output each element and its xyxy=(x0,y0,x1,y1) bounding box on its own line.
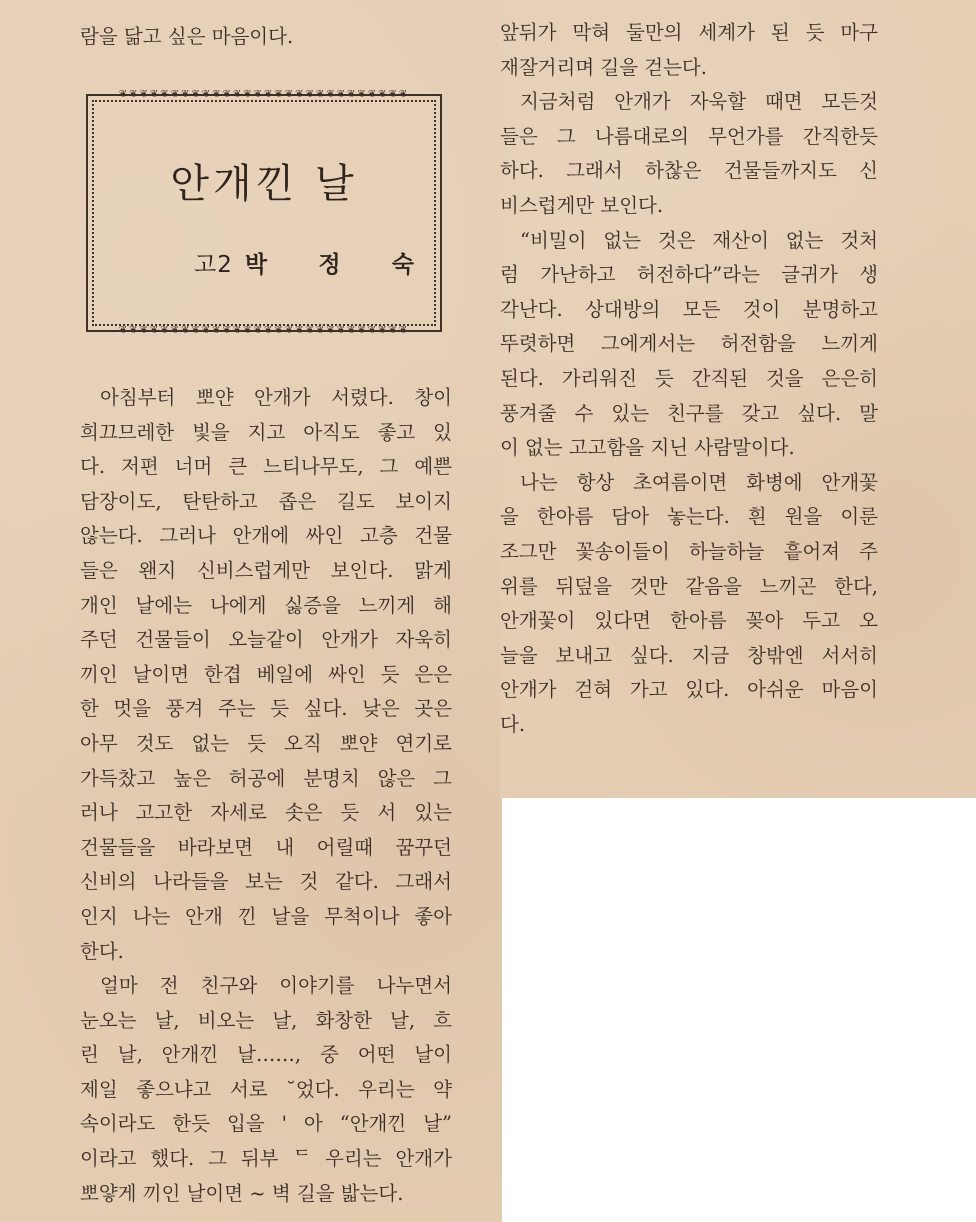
text-line: 건물들을 바라보면 내 어릴때 꿈꾸던 xyxy=(80,835,452,859)
text-line: 위를 뒤덮을 것만 같음을 느끼곤 한다, xyxy=(500,574,878,598)
text-line: 희끄므레한 빛을 지고 아직도 좋고 있 xyxy=(80,420,452,444)
byline-name-char: 정 xyxy=(318,252,341,278)
text-line: 신비의 나라들을 보는 것 같다. 그래서 xyxy=(80,870,452,894)
text-line: 앞뒤가 막혀 둘만의 세계가 된 듯 마구 xyxy=(500,21,878,44)
text-line: 아무 것도 없는 듯 오직 뽀얀 연기로 xyxy=(80,731,452,755)
text-line: 다. xyxy=(500,712,526,736)
text-line: 않는다. 그러나 안개에 싸인 고층 건물 xyxy=(80,524,452,548)
byline xyxy=(194,246,414,279)
article-title: 안개낀 날 xyxy=(170,161,358,207)
ornament-border-bottom: ❦❦❦❦❦❦❦❦❦❦❦❦❦❦❦❦❦❦❦❦❦❦❦❦❦❦❦❦ xyxy=(118,326,410,336)
text-line: 얼마 전 친구와 이야기를 나누면서 xyxy=(100,974,452,998)
ornament-border-top: ❦❦❦❦❦❦❦❦❦❦❦❦❦❦❦❦❦❦❦❦❦❦❦❦❦❦❦❦ xyxy=(118,90,410,100)
text-line: 이라고 했다. 그 뒤부 ᄃ 우리는 안개가 xyxy=(80,1147,452,1171)
text-line: 하다. 그래서 하찮은 건물들까지도 신 xyxy=(500,159,878,183)
text-line: 안개꽃이 있다면 한아름 꽂아 두고 오 xyxy=(500,609,878,633)
right-column xyxy=(500,16,878,742)
text-line: 각난다. 상대방의 모든 것이 분명하고 xyxy=(500,297,878,321)
text-line: 재잘거리며 길을 걷는다. xyxy=(500,55,707,79)
byline-name xyxy=(245,246,414,279)
text-line: 담장이도, 탄탄하고 좁은 길도 보이지 xyxy=(80,489,452,513)
text-line: 아침부터 뽀얀 안개가 서렸다. 창이 xyxy=(100,386,452,409)
text-line: 제일 좋으냐고 서로 ˘었다. 우리는 약 xyxy=(80,1077,452,1101)
text-line: 나는 항상 초여름이면 화병에 안개꽃 xyxy=(520,470,878,494)
text-line: 비스럽게만 보인다. xyxy=(500,193,664,217)
text-line: 인지 나는 안개 낀 날을 무척이나 좋아 xyxy=(80,904,452,928)
byline-name-char: 숙 xyxy=(391,252,414,278)
text-line: 눈오는 날, 비오는 날, 화창한 날, 흐 xyxy=(80,1008,452,1032)
text-line: 한 멋을 풍겨 주는 듯 싶다. 낮은 곳은 xyxy=(80,697,452,721)
text-line: 들은 그 나름대로의 무언가를 간직한듯 xyxy=(500,124,878,148)
text-line: 늘을 보내고 싶다. 지금 창밖엔 서서히 xyxy=(500,643,878,667)
text-line: 된다. 가리워진 듯 간직된 것을 은은히 xyxy=(500,366,878,390)
text-line: 이 없는 고고함을 지닌 사람말이다. xyxy=(500,436,795,460)
text-line: 속이라도 한듯 입을 ' 아 “안개낀 날” xyxy=(80,1112,452,1136)
text-line: 들은 왠지 신비스럽게만 보인다. 맑게 xyxy=(80,558,452,582)
text-line: 러나 고고한 자세로 솟은 듯 서 있는 xyxy=(80,801,452,825)
text-line: 럼 가난하고 허전하다”라는 글귀가 생 xyxy=(500,263,878,287)
text-line: 개인 날에는 나에게 싫증을 느끼게 해 xyxy=(80,593,452,617)
text-line: 다. 저편 너머 큰 느티나무도, 그 예쁜 xyxy=(80,455,452,479)
text-line: “비밀이 없는 것은 재산이 없는 것처 xyxy=(520,228,878,252)
text-line: 조그만 꽃송이들이 하늘하늘 흩어져 주 xyxy=(500,539,878,563)
text-line: 끼인 날이면 한겹 베일에 싸인 듯 은은 xyxy=(80,662,452,686)
text-line: 을 한아름 담아 놓는다. 흰 원을 이룬 xyxy=(500,505,878,529)
text-line: 린 날, 안개낀 날……, 중 어떤 날이 xyxy=(80,1043,452,1067)
text-line: 람을 닮고 싶은 마음이다. xyxy=(80,25,294,48)
text-line: 가득찼고 높은 허공에 분명치 않은 그 xyxy=(80,766,452,790)
title-box xyxy=(86,90,442,336)
text-line: 풍겨줄 수 있는 친구를 갖고 싶다. 말 xyxy=(500,401,878,425)
text-line: 안개가 걷혀 가고 있다. 아쉬운 마음이 xyxy=(500,678,878,702)
byline-name-char: 박 xyxy=(244,252,268,278)
text-line: 뽀얗게 끼인 날이면 ~ 벽 길을 밟는다. xyxy=(80,1181,404,1205)
text-line: 뚜렷하면 그에게서는 허전함을 느끼게 xyxy=(500,332,878,356)
top-line xyxy=(80,20,380,55)
text-line: 주던 건물들이 오늘같이 안개가 자욱히 xyxy=(80,628,452,652)
text-line: 한다. xyxy=(80,939,124,963)
left-column xyxy=(80,381,452,1211)
byline-grade: 고2 xyxy=(194,252,233,278)
text-line: 지금처럼 안개가 자욱할 때면 모든것 xyxy=(520,90,878,114)
